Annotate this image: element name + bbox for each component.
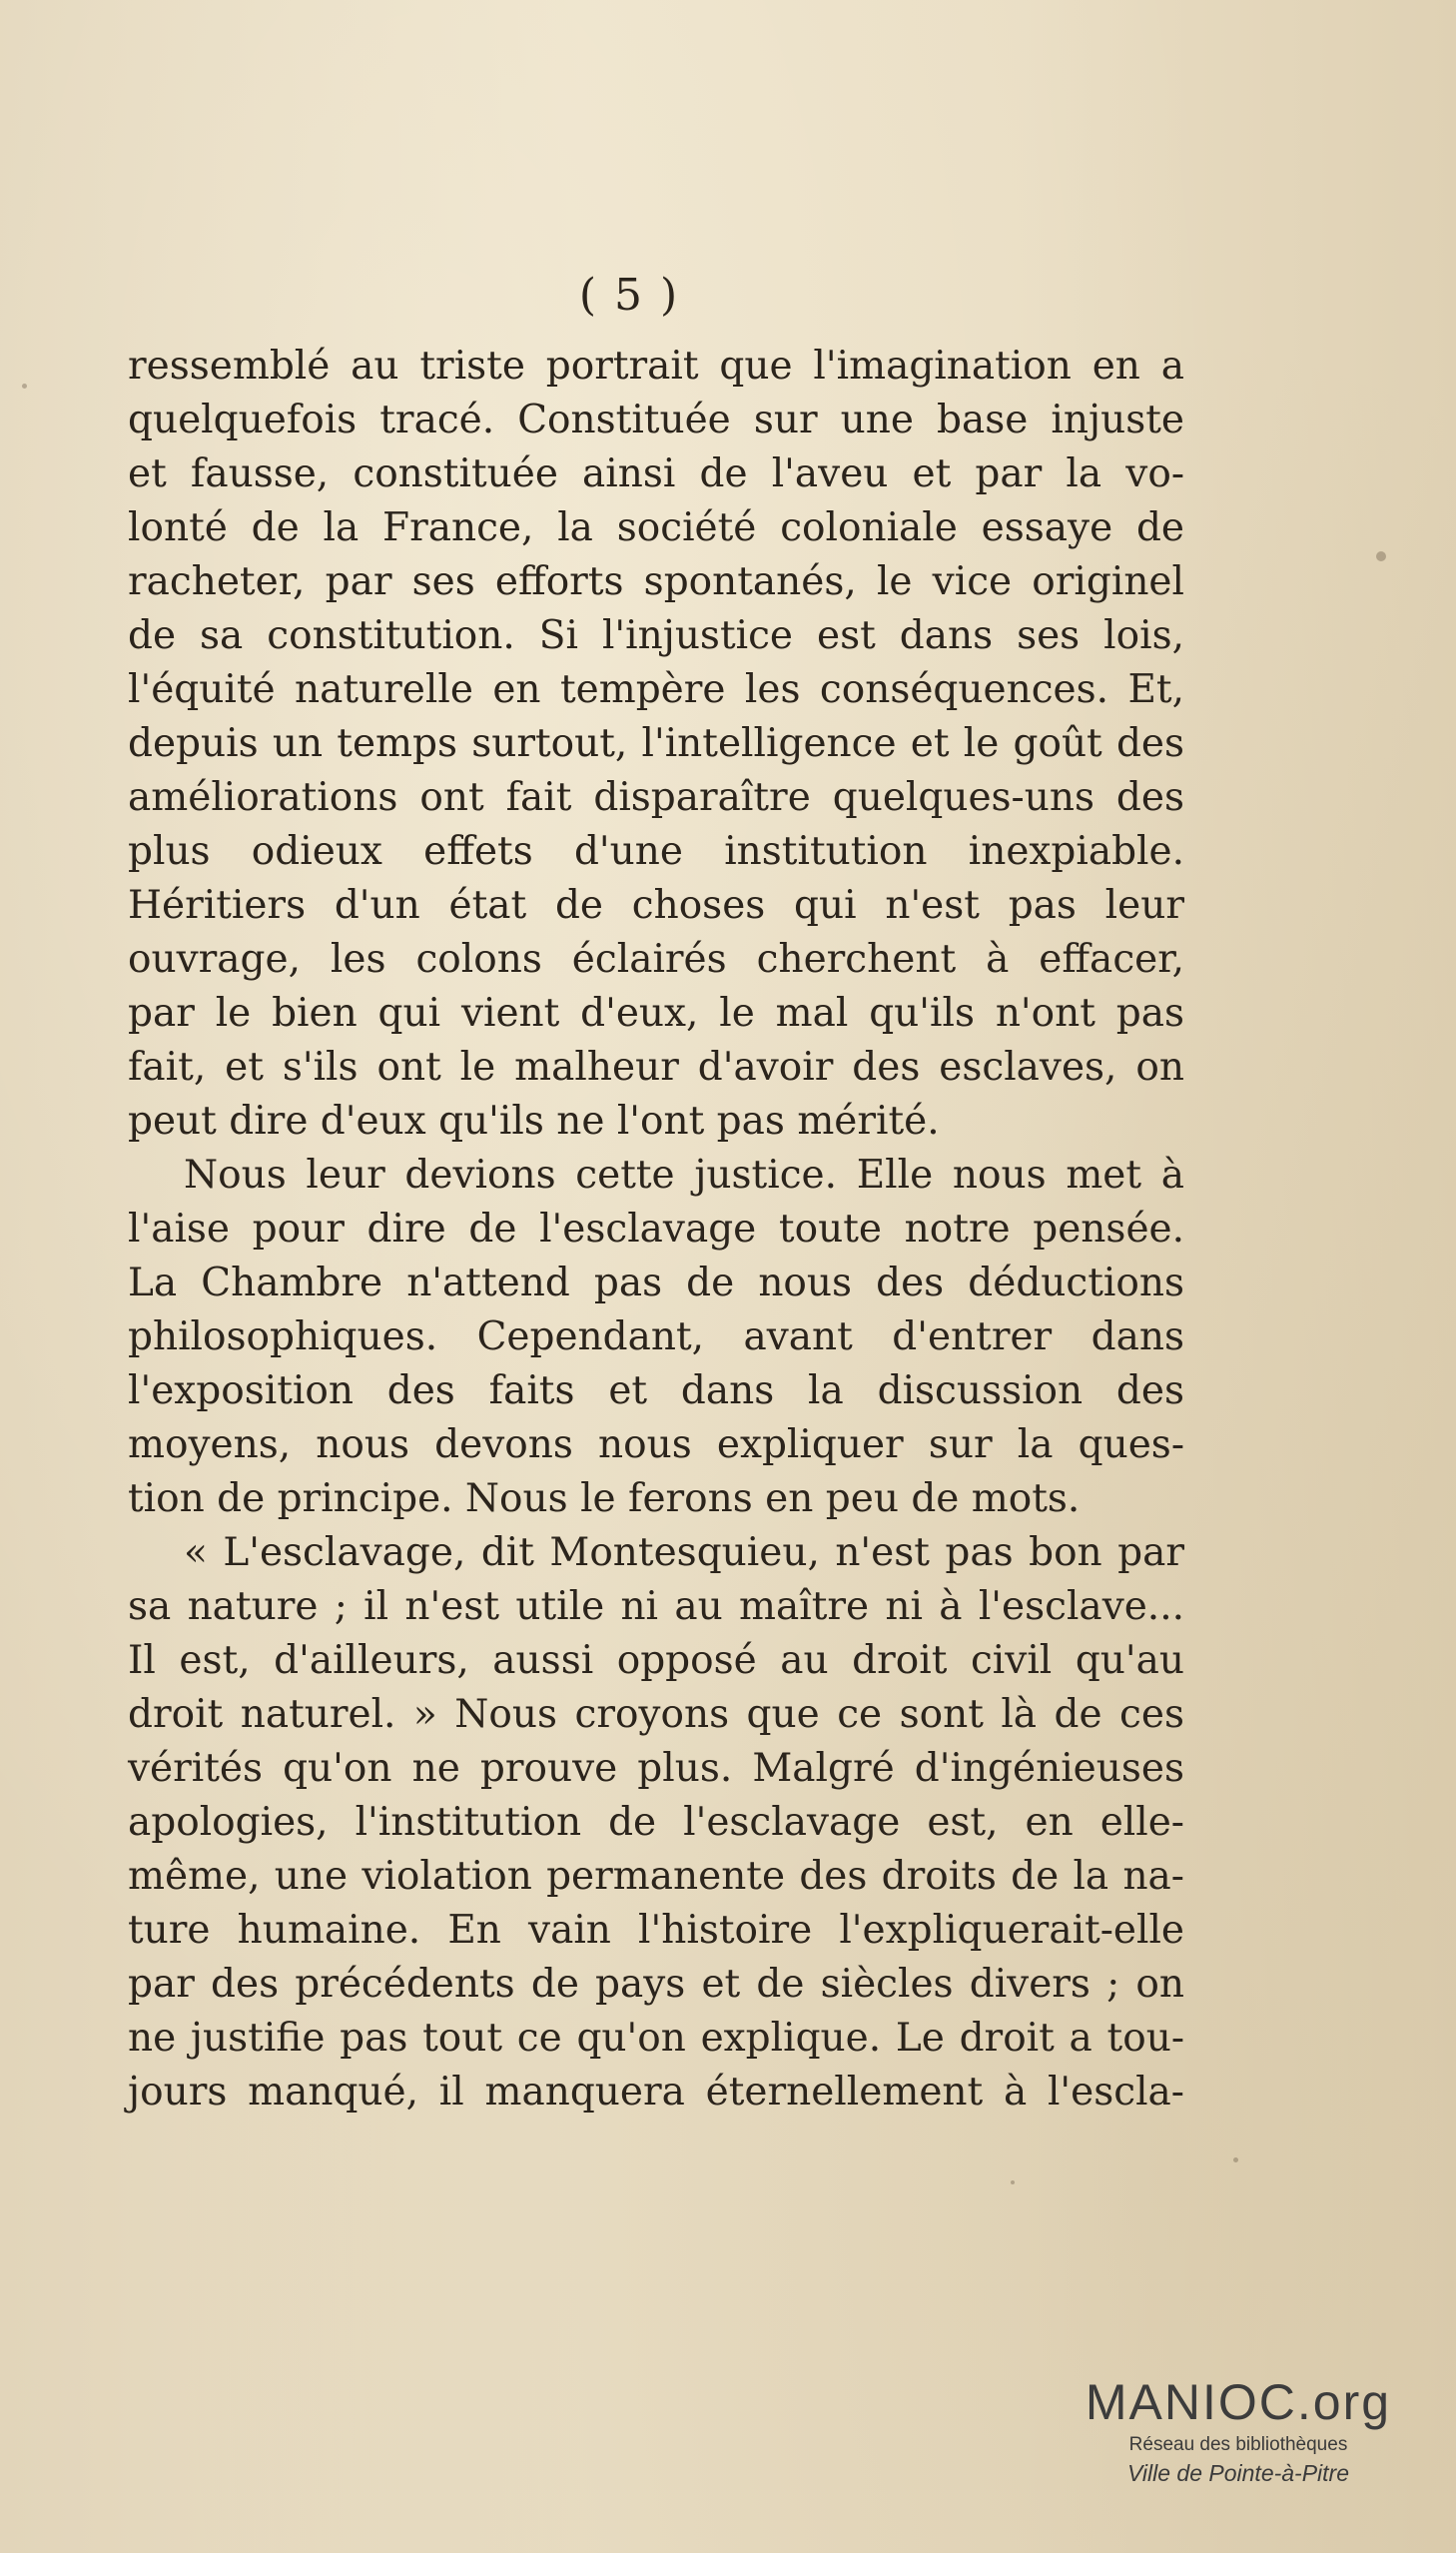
text-line: philosophiques. Cependant, avant d'entrer dans — [128, 1314, 1184, 1359]
logo-subtitle: Réseau des bibliothèques — [1128, 2434, 1348, 2455]
text-line: ouvrage, les colons éclairés cherchent à effacer, — [128, 937, 1184, 982]
text-line: même, une violation permanente des droits de la na- — [128, 1854, 1184, 1899]
text-line: droit naturel. » Nous croyons que ce sont là de ces — [128, 1692, 1184, 1737]
text-line: ne justifie pas tout ce qu'on explique. Le droit a tou- — [128, 2016, 1184, 2061]
text-line: sa nature ; il n'est utile ni au maître ni à l'esclave... — [128, 1584, 1184, 1629]
text-line: Il est, d'ailleurs, aussi opposé au droit civil qu'au — [128, 1638, 1184, 1683]
text-line: vérités qu'on ne prouve plus. Malgré d'ingénieuses — [128, 1746, 1184, 1791]
manioc-logo — [1059, 2372, 1418, 2488]
paper-speck — [1376, 551, 1386, 561]
text-line: ture humaine. En vain l'histoire l'expliquerait-elle — [128, 1908, 1184, 1953]
text-line: améliorations ont fait disparaître quelques-uns des — [128, 775, 1184, 820]
text-line: lonté de la France, la société coloniale essaye de — [128, 505, 1184, 550]
text-line: fait, et s'ils ont le malheur d'avoir des esclaves, on — [128, 1045, 1184, 1090]
text-line: tion de principe. Nous le ferons en peu de mots. — [128, 1476, 1081, 1521]
body-text — [128, 340, 1184, 2120]
text-line: plus odieux effets d'une institution inexpiable. — [128, 829, 1184, 874]
text-line: ressemblé au triste portrait que l'imagination en a — [128, 344, 1184, 389]
text-line: « L'esclavage, dit Montesquieu, n'est pas bon par — [184, 1530, 1184, 1575]
text-line: jours manqué, il manquera éternellement à l'escla- — [128, 2070, 1184, 2115]
text-line: l'exposition des faits et dans la discussion des — [128, 1368, 1184, 1413]
paper-speck — [1233, 2157, 1238, 2162]
text-line: depuis un temps surtout, l'intelligence et le goût des — [128, 721, 1184, 766]
logo-city: Ville de Pointe-à-Pitre — [1126, 2460, 1350, 2486]
text-line: par le bien qui vient d'eux, le mal qu'ils n'ont pas — [128, 991, 1184, 1036]
text-line: de sa constitution. Si l'injustice est dans ses lois, — [128, 613, 1184, 658]
logo-name: MANIOC.org — [1085, 2374, 1392, 2430]
paper-speck — [1011, 2180, 1015, 2184]
text-line: l'aise pour dire de l'esclavage toute notre pensée. — [128, 1207, 1184, 1252]
text-line: peut dire d'eux qu'ils ne l'ont pas mérité. — [128, 1099, 940, 1144]
text-line: La Chambre n'attend pas de nous des déductions — [128, 1261, 1184, 1305]
text-line: Nous leur devions cette justice. Elle nous met à — [184, 1153, 1184, 1198]
text-line: quelquefois tracé. Constituée sur une base injuste — [128, 398, 1184, 442]
text-line: et fausse, constituée ainsi de l'aveu et par la vo- — [128, 451, 1184, 496]
text-line: racheter, par ses efforts spontanés, le vice originel — [128, 559, 1184, 604]
text-line: apologies, l'institution de l'esclavage est, en elle- — [128, 1800, 1184, 1845]
page-number: ( 5 ) — [578, 270, 680, 321]
text-line: l'équité naturelle en tempère les conséquences. Et, — [128, 667, 1184, 712]
text-line: moyens, nous devons nous expliquer sur la ques- — [128, 1422, 1184, 1467]
text-line: par des précédents de pays et de siècles divers ; on — [128, 1962, 1184, 2007]
text-line: Héritiers d'un état de choses qui n'est pas leur — [128, 883, 1184, 928]
paper-speck — [22, 384, 27, 389]
